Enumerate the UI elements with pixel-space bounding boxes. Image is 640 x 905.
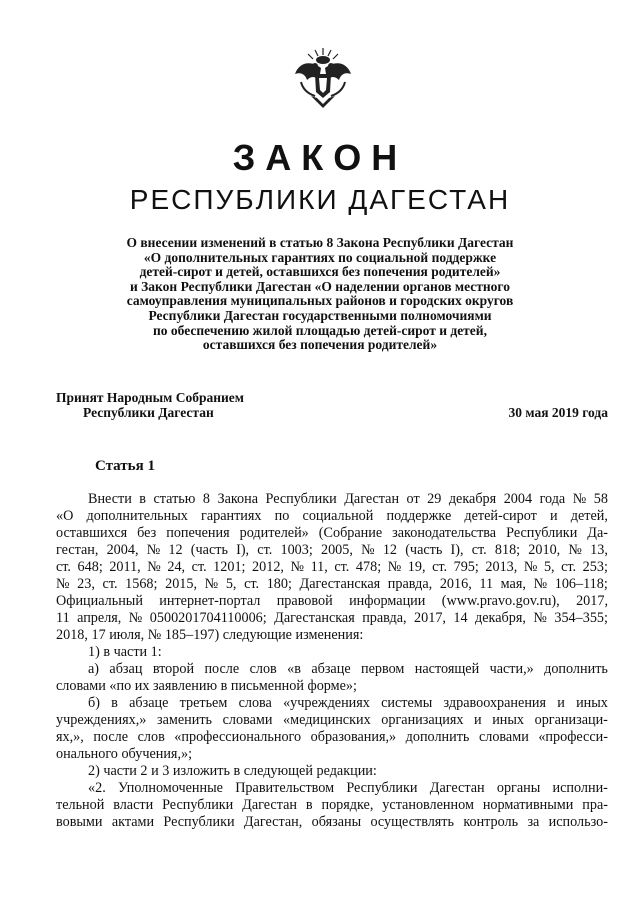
article-line: вовыми актами Республики Дагестан, обязаны осуществлять контроль за использо- <box>56 814 608 830</box>
article-line: а) абзац второй после слов «в абзаце первом настоящей части,» дополнить <box>88 661 608 677</box>
article-line: «2. Уполномоченные Правительством Республики Дагестан органы исполни- <box>88 780 608 796</box>
article-line: 2) части 2 и 3 изложить в следующей редакции: <box>88 763 377 779</box>
article-line: онального обучения,»; <box>56 746 193 762</box>
document-title: ЗАКОН <box>232 137 408 178</box>
adoption-line: Республики Дагестан <box>83 405 214 420</box>
article-line: 2018, 17 июля, № 185–197) следующие изменения: <box>56 627 364 643</box>
document-subtitle: РЕСПУБЛИКИ ДАГЕСТАН <box>129 184 511 215</box>
article-line: оставшихся без попечения родителей» (Собрание законодательства Республики Да- <box>56 525 608 541</box>
article-line: 1) в части 1: <box>88 644 162 660</box>
article-line: б) в абзаце третьем слова «учреждениях системы здравоохранения и иных <box>88 695 608 711</box>
article-line: № 23, ст. 1568; 2015, № 5, ст. 180; Дагестанская правда, 2016, 11 мая, № 106–118; <box>56 576 608 592</box>
law-title-line: детей-сирот и детей, оставшихся без попечения родителей» <box>139 264 501 280</box>
article-line: 11 апреля, № 0500201704110006; Дагестанская правда, 2017, 14 декабря, № 354–355; <box>56 610 608 626</box>
law-title-line: и Закон Республики Дагестан «О наделении органов местного <box>130 278 510 294</box>
article-line: ях,», после слов «профессионального образования,» дополнить словами «професси- <box>56 729 608 745</box>
article-line: Официальный интернет-портал правовой информации (www.pravo.gov.ru), 2017, <box>56 593 608 609</box>
law-title <box>60 236 580 353</box>
law-title-line: самоуправления муниципальных районов и городских округов <box>126 293 514 309</box>
article-line: Внести в статью 8 Закона Республики Дагестан от 29 декабря 2004 года № 58 <box>88 491 608 507</box>
coat-of-arms-icon <box>293 46 353 112</box>
adoption-info <box>56 390 244 420</box>
adoption-date: 30 мая 2019 года <box>508 405 608 420</box>
article-body <box>56 491 608 831</box>
law-title-line: по обеспечению жилой площадью детей-сирот и детей, <box>153 322 487 338</box>
law-title-line: «О дополнительных гарантиях по социальной поддержке <box>143 249 497 265</box>
law-title-line: Республики Дагестан государственными полномочиями <box>148 307 492 323</box>
law-title-line: О внесении изменений в статью 8 Закона Республики Дагестан <box>126 235 514 250</box>
article-line: тельной власти Республики Дагестан в порядке, установленном нормативными пра- <box>56 797 608 813</box>
law-title-line: оставшихся без попечения родителей» <box>202 337 438 353</box>
article-line: учреждениях,» заменить словами «медицинских организациях и иных организаци- <box>56 712 608 728</box>
adoption-line: Принят Народным Собранием <box>56 390 244 405</box>
article-line: ст. 648; 2011, № 24, ст. 1201; 2012, № 11, ст. 478; № 19, ст. 795; 2013, № 5, ст. 253; <box>56 559 608 575</box>
article-line: словами «по их заявлению в письменной форме»; <box>56 678 357 694</box>
article-line: «О дополнительных гарантиях по социальной поддержке детей-сирот и детей, <box>56 508 608 524</box>
article-title: Статья 1 <box>95 458 155 474</box>
article-line: гестан, 2004, № 12 (часть I), ст. 1003; 2005, № 12 (часть I), ст. 818; 2010, № 13, <box>56 542 608 558</box>
